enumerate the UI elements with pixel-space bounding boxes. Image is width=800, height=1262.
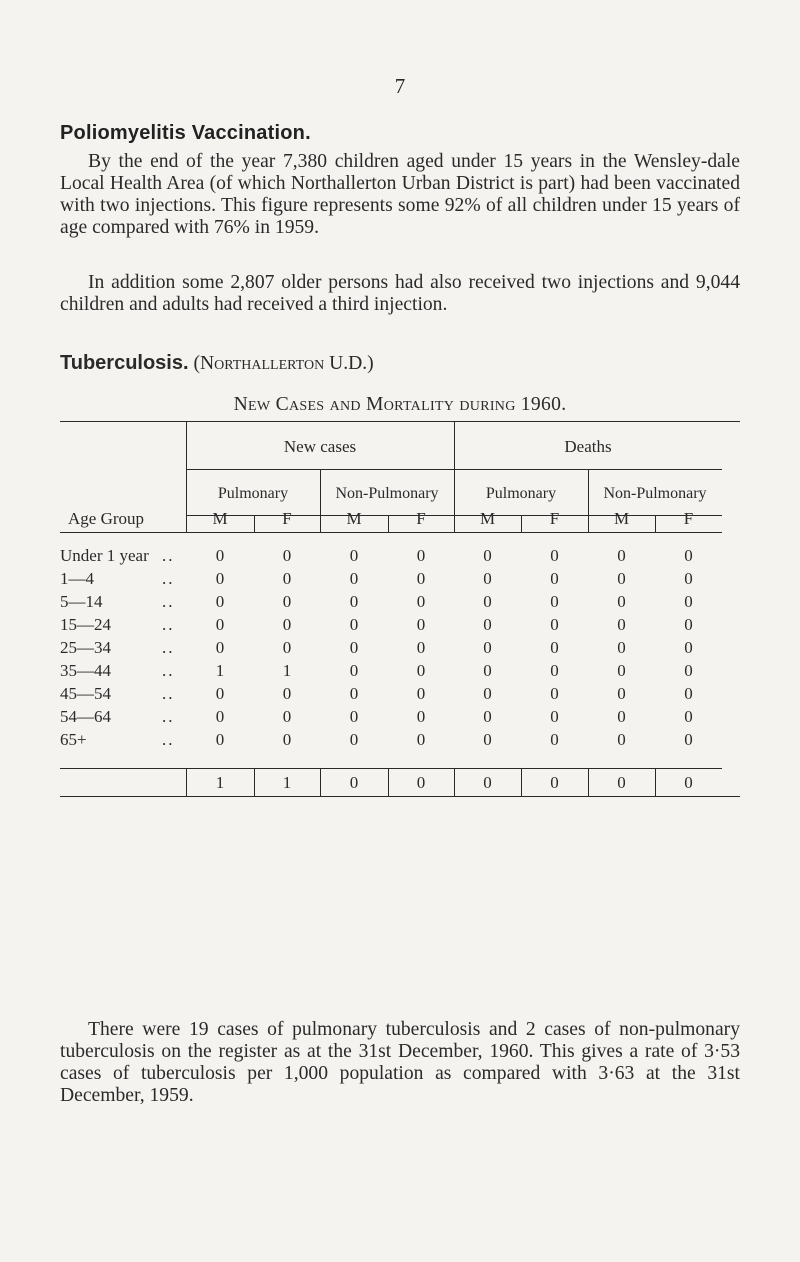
cell-r2-c2: 0 bbox=[349, 592, 359, 611]
cell-r3-c7: 0 bbox=[684, 615, 693, 634]
leader-dots-row-4: .. bbox=[162, 638, 175, 657]
cell-r4-c5: 0 bbox=[550, 638, 559, 657]
cell-r5-c0: 1 bbox=[215, 661, 225, 680]
group-header-new-cases: New cases bbox=[283, 437, 357, 456]
subgroup-header-1: Non-Pulmonary bbox=[335, 485, 439, 502]
sex-header-6: M bbox=[613, 509, 630, 528]
cell-r5-c6: 0 bbox=[617, 661, 626, 680]
cell-r1-c3: 0 bbox=[416, 569, 426, 588]
tuberculosis-heading: Tuberculosis. bbox=[60, 352, 189, 374]
cell-r7-c4: 0 bbox=[483, 707, 492, 726]
cell-r2-c3: 0 bbox=[416, 592, 426, 611]
cell-r5-c1: 1 bbox=[282, 661, 292, 680]
cell-r1-c1: 0 bbox=[282, 569, 292, 588]
cell-r4-c6: 0 bbox=[617, 638, 626, 657]
cell-r8-c7: 0 bbox=[684, 730, 693, 749]
cell-r0-c3: 0 bbox=[416, 546, 426, 565]
cell-r1-c7: 0 bbox=[684, 569, 693, 588]
cell-r5-c7: 0 bbox=[684, 661, 693, 680]
cell-r0-c5: 0 bbox=[550, 546, 559, 565]
cell-r7-c0: 0 bbox=[215, 707, 225, 726]
cell-r4-c1: 0 bbox=[282, 638, 292, 657]
leader-dots-row-5: .. bbox=[162, 661, 175, 680]
leader-dots-row-2: .. bbox=[162, 592, 175, 611]
total-c2: 0 bbox=[349, 773, 359, 792]
tuberculosis-heading-line bbox=[60, 352, 374, 375]
cell-r3-c0: 0 bbox=[215, 615, 225, 634]
cell-r2-c0: 0 bbox=[215, 592, 225, 611]
leader-dots-row-8: .. bbox=[162, 730, 175, 749]
page-number: 7 bbox=[394, 74, 406, 98]
leader-dots-row-1: .. bbox=[162, 569, 175, 588]
polio-heading: Poliomyelitis Vaccination. bbox=[60, 122, 311, 144]
cell-r4-c2: 0 bbox=[349, 638, 359, 657]
cell-r1-c4: 0 bbox=[483, 569, 492, 588]
cell-r2-c7: 0 bbox=[684, 592, 693, 611]
age-label-row-5: 35—44 bbox=[60, 661, 111, 680]
sex-header-3: F bbox=[416, 509, 426, 528]
polio-paragraph-1: By the end of the year 7,380 children aged under 15 years in the Wensley-dale Local Health Area (of which Northallerton Urban District is part) had been vaccinated with two injections. This figure represents some 92% of all children under 15 years of age compared with 76% in 1959. bbox=[60, 151, 740, 238]
total-c3: 0 bbox=[416, 773, 426, 792]
age-group-header: Age Group bbox=[68, 509, 145, 528]
cell-r5-c4: 0 bbox=[483, 661, 492, 680]
cell-r1-c6: 0 bbox=[617, 569, 626, 588]
total-c4: 0 bbox=[483, 773, 492, 792]
sex-header-4: M bbox=[479, 509, 496, 528]
cell-r3-c5: 0 bbox=[550, 615, 559, 634]
cell-r8-c6: 0 bbox=[617, 730, 626, 749]
cell-r8-c4: 0 bbox=[483, 730, 492, 749]
age-label-row-4: 25—34 bbox=[60, 638, 111, 657]
cell-r6-c3: 0 bbox=[416, 684, 426, 703]
cell-r6-c0: 0 bbox=[215, 684, 225, 703]
cell-r1-c0: 0 bbox=[215, 569, 225, 588]
leader-dots-row-0: .. bbox=[162, 546, 175, 565]
cell-r7-c3: 0 bbox=[416, 707, 426, 726]
cell-r7-c7: 0 bbox=[684, 707, 693, 726]
cell-r7-c2: 0 bbox=[349, 707, 359, 726]
tuberculosis-closing-paragraph: There were 19 cases of pulmonary tuberculosis and 2 cases of non-pulmonary tuberculosis on the register as at the 31st December, 1960. This gives a rate of 3·53 cases of tuberculosis per 1,000 population as compared with 3·63 at the 31st December, 1959. bbox=[60, 1019, 740, 1106]
cell-r8-c2: 0 bbox=[349, 730, 359, 749]
cell-r8-c3: 0 bbox=[416, 730, 426, 749]
body-bottom-rule bbox=[60, 768, 722, 769]
cell-r3-c2: 0 bbox=[349, 615, 359, 634]
cell-r6-c5: 0 bbox=[550, 684, 559, 703]
cell-r4-c4: 0 bbox=[483, 638, 492, 657]
header-bottom-rule bbox=[60, 532, 722, 533]
cell-r5-c5: 0 bbox=[550, 661, 559, 680]
cell-r3-c4: 0 bbox=[483, 615, 492, 634]
cell-r8-c5: 0 bbox=[550, 730, 559, 749]
cell-r6-c1: 0 bbox=[282, 684, 292, 703]
cell-r7-c6: 0 bbox=[617, 707, 626, 726]
cell-r3-c3: 0 bbox=[416, 615, 426, 634]
cell-r1-c5: 0 bbox=[550, 569, 559, 588]
cell-r4-c3: 0 bbox=[416, 638, 426, 657]
sex-header-2: M bbox=[346, 509, 362, 528]
cell-r0-c1: 0 bbox=[282, 546, 292, 565]
cell-r5-c3: 0 bbox=[416, 661, 426, 680]
age-label-row-1: 1—4 bbox=[60, 569, 94, 588]
total-c0: 1 bbox=[215, 773, 225, 792]
age-label-row-8: 65+ bbox=[60, 730, 87, 749]
cell-r0-c7: 0 bbox=[684, 546, 693, 565]
table-caption: New Cases and Mortality during 1960. bbox=[233, 394, 567, 415]
polio-paragraph-2: In addition some 2,807 older persons had also received two injections and 9,044 children and adults had received a third injection. bbox=[60, 272, 740, 315]
cell-r6-c4: 0 bbox=[483, 684, 492, 703]
cell-r6-c6: 0 bbox=[617, 684, 626, 703]
cell-r8-c0: 0 bbox=[215, 730, 225, 749]
sex-header-1: F bbox=[282, 509, 292, 528]
cell-r0-c2: 0 bbox=[349, 546, 359, 565]
group-header-deaths: Deaths bbox=[564, 437, 612, 456]
cell-r2-c6: 0 bbox=[617, 592, 626, 611]
sex-header-0: M bbox=[212, 509, 228, 528]
cell-r3-c6: 0 bbox=[617, 615, 626, 634]
cell-r3-c1: 0 bbox=[282, 615, 292, 634]
cell-r0-c6: 0 bbox=[617, 546, 626, 565]
total-c5: 0 bbox=[550, 773, 559, 792]
cell-r4-c0: 0 bbox=[215, 638, 225, 657]
age-label-row-6: 45—54 bbox=[60, 684, 111, 703]
cell-r7-c1: 0 bbox=[282, 707, 292, 726]
cell-r5-c2: 0 bbox=[349, 661, 359, 680]
sex-header-5: F bbox=[549, 509, 560, 528]
cell-r6-c7: 0 bbox=[684, 684, 693, 703]
leader-dots-row-7: .. bbox=[162, 707, 175, 726]
age-label-row-0: Under 1 year bbox=[60, 546, 149, 565]
cell-r6-c2: 0 bbox=[349, 684, 359, 703]
age-label-row-7: 54—64 bbox=[60, 707, 111, 726]
cell-r2-c1: 0 bbox=[282, 592, 292, 611]
age-label-row-2: 5—14 bbox=[60, 592, 103, 611]
sex-header-7: F bbox=[683, 509, 694, 528]
age-label-row-3: 15—24 bbox=[60, 615, 111, 634]
leader-dots-row-6: .. bbox=[162, 684, 175, 703]
table-bottom-rule bbox=[60, 796, 740, 797]
subgroup-header-0: Pulmonary bbox=[217, 485, 289, 502]
cell-r8-c1: 0 bbox=[282, 730, 292, 749]
leader-dots-row-3: .. bbox=[162, 615, 175, 634]
total-c6: 0 bbox=[617, 773, 626, 792]
cell-r1-c2: 0 bbox=[349, 569, 359, 588]
table-top-rule bbox=[60, 421, 740, 422]
subgroup-header-2: Pulmonary bbox=[485, 485, 557, 502]
cell-r2-c5: 0 bbox=[550, 592, 559, 611]
total-c1: 1 bbox=[282, 773, 292, 792]
cell-r7-c5: 0 bbox=[550, 707, 559, 726]
cell-r4-c7: 0 bbox=[684, 638, 693, 657]
cell-r2-c4: 0 bbox=[483, 592, 492, 611]
subgroup-header-3: Non-Pulmonary bbox=[603, 485, 707, 502]
tuberculosis-area: (Northallerton U.D.) bbox=[193, 353, 374, 374]
cell-r0-c0: 0 bbox=[215, 546, 225, 565]
cell-r0-c4: 0 bbox=[483, 546, 492, 565]
total-c7: 0 bbox=[684, 773, 693, 792]
